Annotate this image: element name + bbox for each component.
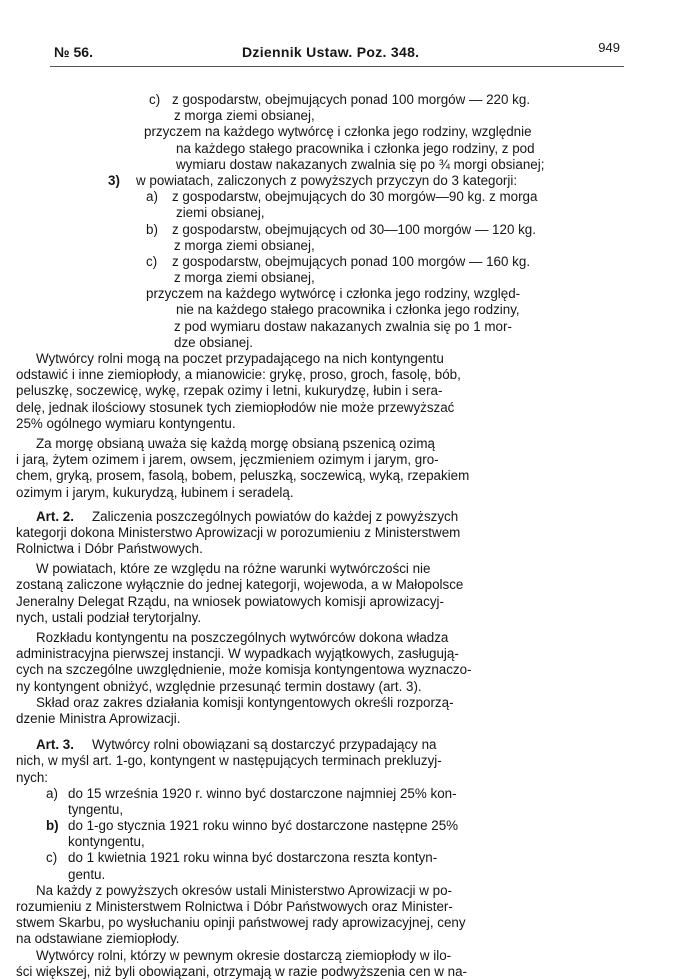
text-line: delę, jednak ilościowy stosunek tych ziemiopłodów nie może przewyższać <box>16 399 455 415</box>
text-line: z gospodarstw, obejmujących ponad 100 morgów — 160 kg. <box>172 253 531 269</box>
article-label: Art. 3. <box>36 737 74 753</box>
text-line: Wytwórcy rolni obowiązani są dostarczyć przypadający na <box>92 737 437 753</box>
text-line: przyczem na każdego wytwórcę i członka jego rodziny, względnie <box>144 124 532 140</box>
item-marker: c) <box>146 253 158 269</box>
text-line: gentu. <box>68 866 106 882</box>
text-line: z pod wymiaru dostaw nakazanych zwalnia się po 1 mor- <box>174 318 512 334</box>
text-line: Wytwórcy rolni mogą na poczet przypadającego na nich kontyngentu <box>36 351 444 366</box>
text-line: W powiatach, które ze względu na różne warunki wytwórczości nie <box>36 561 431 577</box>
text-line: z gospodarstw, obejmujących od 30—100 morgów — 120 kg. <box>172 221 536 237</box>
article-label: Art. 2. <box>36 508 74 524</box>
text-line: z gospodarstw, obejmujących ponad 100 morgów — 220 kg. <box>172 92 531 107</box>
text-line: w powiatach, zaliczonych z powyższych przyczyn do 3 kategorji: <box>136 172 518 188</box>
text-line: Rozkładu kontyngentu na poszczególnych wytwórców dokona władza <box>36 630 449 645</box>
text-line: 25% ogólnego wymiaru kontyngentu. <box>16 415 236 431</box>
text-line: zostaną zaliczone wyłącznie do jednej kategorji, wojewoda, a w Małopolsce <box>16 577 464 593</box>
text-line: ozimym i jarym, kukurydzą, łubinem i seradelą. <box>16 484 294 500</box>
paragraph-rozkladu <box>16 630 624 695</box>
item-marker: b) <box>46 818 59 834</box>
paragraph-kazdy <box>16 883 624 948</box>
text-line: nych: <box>16 769 49 785</box>
text-line: Zaliczenia poszczególnych powiatów do każdej z powyższych <box>92 508 459 524</box>
text-line: nich, w myśl art. 1-go, kontyngent w następujących terminach prekluzyj- <box>16 753 442 769</box>
text-line: peluszkę, soczewicę, wykę, rzepak ozimy i letni, kukurydzę, łubin i sera- <box>16 383 443 399</box>
text-line: z gospodarstw, obejmujących do 30 morgów—90 kg. z morga <box>172 189 538 205</box>
text-line: nie na każdego stałego pracownika i członka jego rodziny, <box>176 302 520 318</box>
text-line: rozumieniu z Ministerstwem Rolnictwa i Dóbr Państwowych oraz Minister- <box>16 899 453 914</box>
text-line: kategorji dokona Ministerstwo Aprowizacji w porozumieniu z Ministerstwem <box>16 524 461 540</box>
text-line: przyczem na każdego wytwórcę i członka jego rodziny, względ- <box>146 286 521 302</box>
text-line: administracyjna pierwszej instancji. W wypadkach wyjątkowych, zasługują- <box>16 646 459 662</box>
header-rule <box>50 66 624 67</box>
text-line: z morga ziemi obsianej, <box>174 237 315 253</box>
text-line: ziemi obsianej, <box>176 205 265 221</box>
article-2 <box>16 509 624 558</box>
page-number: 949 <box>598 40 620 55</box>
text-line: do 1 kwietnia 1921 roku winna być dostarczona reszta kontyn- <box>68 850 438 866</box>
text-line: kontyngentu, <box>68 834 145 850</box>
page-header <box>52 40 622 62</box>
paragraph-morga <box>16 436 624 501</box>
text-line: z morga ziemi obsianej, <box>174 108 315 124</box>
item-marker: c) <box>149 92 161 107</box>
text-line: cych na szczególne uwzględnienie, może komisja kontyngentowa wyznaczo- <box>16 662 472 678</box>
issue-number: № 56. <box>54 44 93 60</box>
journal-title: Dziennik Ustaw. Poz. 348. <box>242 44 420 60</box>
paragraph-wytworcy <box>16 351 624 432</box>
text-line: nych, ustali podział terytorjalny. <box>16 609 202 625</box>
text-line: na każdego stałego pracownika i członka jego rodziny, z pod <box>176 140 535 156</box>
paragraph-ostatni <box>16 948 624 980</box>
text-line: Wytwórcy rolni, którzy w pewnym okresie dostarczą ziemiopłody w ilo- <box>36 947 452 963</box>
text-line: wymiaru dostaw nakazanych zwalnia się po ¾ morgi obsianej; <box>176 156 545 172</box>
paragraph-sklad <box>16 695 624 727</box>
text-line: do 15 września 1920 r. winno być dostarczone najmniej 25% kon- <box>68 785 457 801</box>
item-marker: a) <box>146 189 158 205</box>
text-line: i jarą, żytem ozimem i jarem, owsem, jęczmieniem ozimym i jarym, gro- <box>16 452 439 468</box>
text-line: do 1-go stycznia 1921 roku winno być dostarczone następne 25% <box>68 818 459 834</box>
text-line: Skład oraz zakres działania komisji kontyngentowych określi rozporzą- <box>36 694 454 710</box>
item-marker: 3) <box>108 172 120 188</box>
text-line: odstawić i inne ziemiopłody, a mianowicie: grykę, proso, groch, fasolę, bób, <box>16 367 461 383</box>
section-3 <box>94 173 622 351</box>
text-line: Na każdy z powyższych okresów ustali Ministerstwo Aprowizacji w po- <box>36 882 452 898</box>
text-line: Jeneralny Delegat Rządu, na wniosek powiatowych komisji aprowizacyj- <box>16 593 444 609</box>
text-line: na odstawiane ziemiopłody. <box>16 931 180 947</box>
text-line: ny kontyngent obniżyć, względnie przesunąć termin dostawy (art. 3). <box>16 678 422 694</box>
article-3 <box>16 737 624 883</box>
text-line: tyngentu, <box>68 801 124 817</box>
text-line: dze obsianej. <box>174 334 253 350</box>
text-line: stwem Skarbu, po wysłuchaniu opinji państwowej rady aprowizacyjnej, ceny <box>16 915 466 931</box>
text-line: chem, gryką, prosem, fasolą, bobem, peluszką, soczewicą, wyką, rzepakiem <box>16 468 470 484</box>
text-line: ści większej, niż byli obowiązani, otrzymają w razie podwyższenia cen w na- <box>16 963 467 979</box>
text-line: Za morgę obsianą uważa się każdą morgę obsianą pszenicą ozimą <box>36 435 435 451</box>
section-c <box>94 92 622 173</box>
text-line: Rolnictwa i Dóbr Państwowych. <box>16 541 203 557</box>
paragraph-powiatach <box>16 561 624 626</box>
item-marker: c) <box>46 850 58 866</box>
document-body <box>16 92 622 980</box>
text-line: dzenie Ministra Aprowizacji. <box>16 710 181 726</box>
item-marker: a) <box>46 785 58 801</box>
text-line: z morga ziemi obsianej, <box>174 270 315 286</box>
item-marker: b) <box>146 221 158 237</box>
